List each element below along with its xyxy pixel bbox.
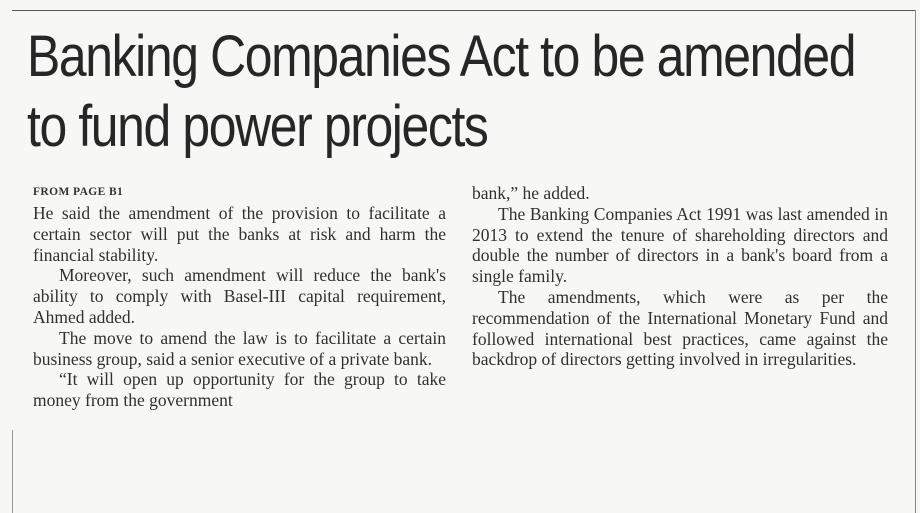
article-headline	[27, 22, 856, 162]
headline-line-2: to fund power projects	[27, 94, 488, 159]
paragraph: He said the amendment of the provision to facilitate a certain sector will put the banks at risk and harm the financial stability.	[33, 203, 446, 265]
right-column	[472, 183, 888, 370]
paragraph: Moreover, such amendment will reduce the bank's ability to comply with Basel-III capital requirement, Ahmed added.	[33, 265, 446, 327]
headline-line-1: Banking Companies Act to be amended	[27, 24, 856, 89]
left-rule	[12, 430, 13, 513]
top-rule	[12, 10, 915, 11]
paragraph: The amendments, which were as per the recommendation of the International Monetary Fund and followed international best practices, came against the backdrop of directors getting involved in irregularities.	[472, 286, 888, 370]
paragraph: bank,” he added.	[472, 183, 590, 203]
paragraph: The move to amend the law is to facilitate a certain business group, said a senior executive of a private bank.	[33, 327, 446, 369]
right-rule	[915, 10, 916, 513]
dateline: FROM PAGE B1	[33, 186, 124, 198]
paragraph: “It will open up opportunity for the group to take money from the government	[33, 369, 446, 411]
paragraph: The Banking Companies Act 1991 was last amended in 2013 to extend the tenure of shareholding directors and double the number of directors in a bank's board from a single family.	[472, 203, 888, 287]
left-column	[33, 183, 446, 411]
